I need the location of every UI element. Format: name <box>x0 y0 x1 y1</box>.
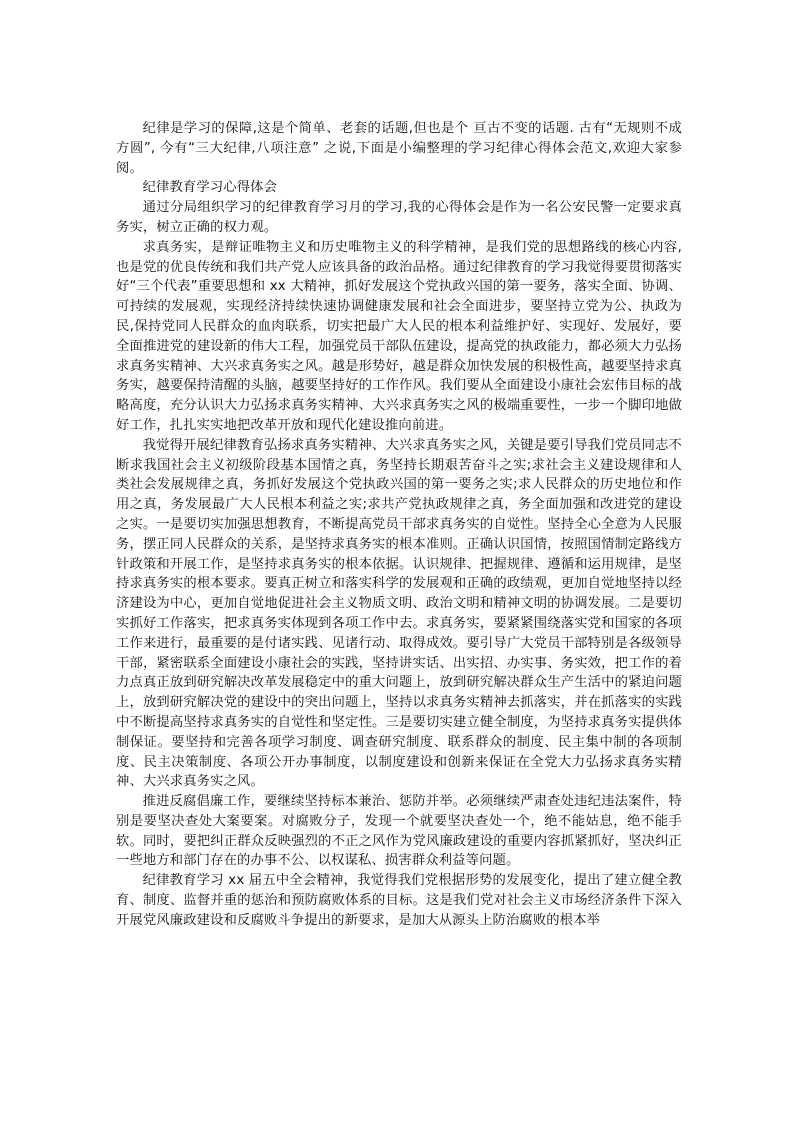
document-page <box>116 119 682 931</box>
body-paragraph: 通过分局组织学习的纪律教育学习月的学习,我的心得体会是作为一名公安民警一定要求真务实，树立正确的权力观。 <box>116 200 682 235</box>
body-paragraph: 推进反腐倡廉工作，要继续坚持标本兼治、惩防并举。必须继续严肃查处违纪违法案件，特别是要坚决查处大案要案。对腐败分子，发现一个就要坚决查处一个，绝不能姑息，绝不能手软。同时，要把纠正群众反映强烈的不正之风作为党风廉政建设的重要内容抓紧抓好，坚决纠正一些地方和部门存在的办事不公、以权谋私、损害群众利益等问题。 <box>116 794 682 869</box>
body-paragraph: 纪律教育学习 xx 届五中全会精神，我觉得我们党根据形势的发展变化，提出了建立健全教育、制度、监督并重的惩治和预防腐败体系的目标。这是我们党对社会主义市场经济条件下深入开展党风廉政建设和反腐败斗争提出的新要求，是加大从源头上防治腐败的根本举 <box>116 873 682 928</box>
intro-paragraph: 纪律是学习的保障,这是个简单、老套的话题,但也是个 亘古不变的话题. 古有“无规则不成方圆”, 今有“三大纪律,八项注意” 之说,下面是小编整理的学习纪律心得体会范文,欢迎大家参阅。 <box>116 121 682 176</box>
body-paragraph: 求真务实，是辩证唯物主义和历史唯物主义的科学精神，是我们党的思想路线的核心内容,也是党的优良传统和我们共产党人应该具备的政治品格。通过纪律教育的学习我觉得要贯彻落实好“三个代表”重要思想和 xx 大精神，抓好发展这个党执政兴国的第一要务，落实全面、协调、可持续的发展观，实现经济持续快速协调健康发展和社会全面进步，要坚持立党为公、执政为民,保持党同人民群众的血肉联系，切实把最广大人民的根本利益维护好、实现好、发展好，要全面推进党的建设新的伟大工程，加强党员干部队伍建设，提高党的执政能力，都必须大力弘扬求真务实精神、大兴求真务实之风。越是形势好，越是群众加快发展的积极性高，越要坚持求真务实，越要保持清醒的头脑，越要坚持好的工作作风。我们要从全面建设小康社会宏伟目标的战略高度，充分认识大力弘扬求真务实精神、大兴求真务实之风的极端重要性，一步一个脚印地做好工作，扎扎实实地把改革开放和现代化建设推向前进。 <box>116 239 682 433</box>
body-paragraph: 我觉得开展纪律教育弘扬求真务实精神、大兴求真务实之风，关键是要引导我们党员同志不断求我国社会主义初级阶段基本国情之真，务坚持长期艰苦奋斗之实;求社会主义建设规律和人类社会发展规律之真，务抓好发展这个党执政兴国的第一要务之实;求人民群众的历史地位和作用之真，务发展最广大人民根本利益之实;求共产党执政规律之真，务全面加强和改进党的建设之实。一是要切实加强思想教育，不断提高党员干部求真务实的自觉性。坚持全心全意为人民服务，摆正同人民群众的关系，是坚持求真务实的根本准则。正确认识国情，按照国情制定路线方针政策和开展工作，是坚持求真务实的根本依据。认识规律、把握规律、遵循和运用规律，是坚持求真务实的根本要求。要真正树立和落实科学的发展观和正确的政绩观，更加自觉地坚持以经济建设为中心，更加自觉地促进社会主义物质文明、政治文明和精神文明的协调发展。二是要切实抓好工作落实，把求真务实体现到各项工作中去。求真务实，要紧紧围绕落实党和国家的各项工作来进行，最重要的是付诸实践、见诸行动、取得成效。要引导广大党员干部特别是各级领导干部，紧密联系全面建设小康社会的实践，坚持讲实话、出实招、办实事、务实效，把工作的着力点真正放到研究解决改革发展稳定中的重大问题上，放到研究解决群众生产生活中的紧迫问题上，放到研究解决党的建设中的突出问题上，坚持以求真务实精神去抓落实，并在抓落实的实践中不断提高坚持求真务实的自觉性和坚定性。三是要切实建立健全制度，为坚持求真务实提供体制保证。要坚持和完善各项学习制度、调查研究制度、联系群众的制度、民主集中制的各项制度、民主决策制度、各项公开办事制度，以制度建设和创新来保证在全党大力弘扬求真务实精神、大兴求真务实之风。 <box>116 437 682 790</box>
section-heading: 纪律教育学习心得体会 <box>142 180 278 196</box>
